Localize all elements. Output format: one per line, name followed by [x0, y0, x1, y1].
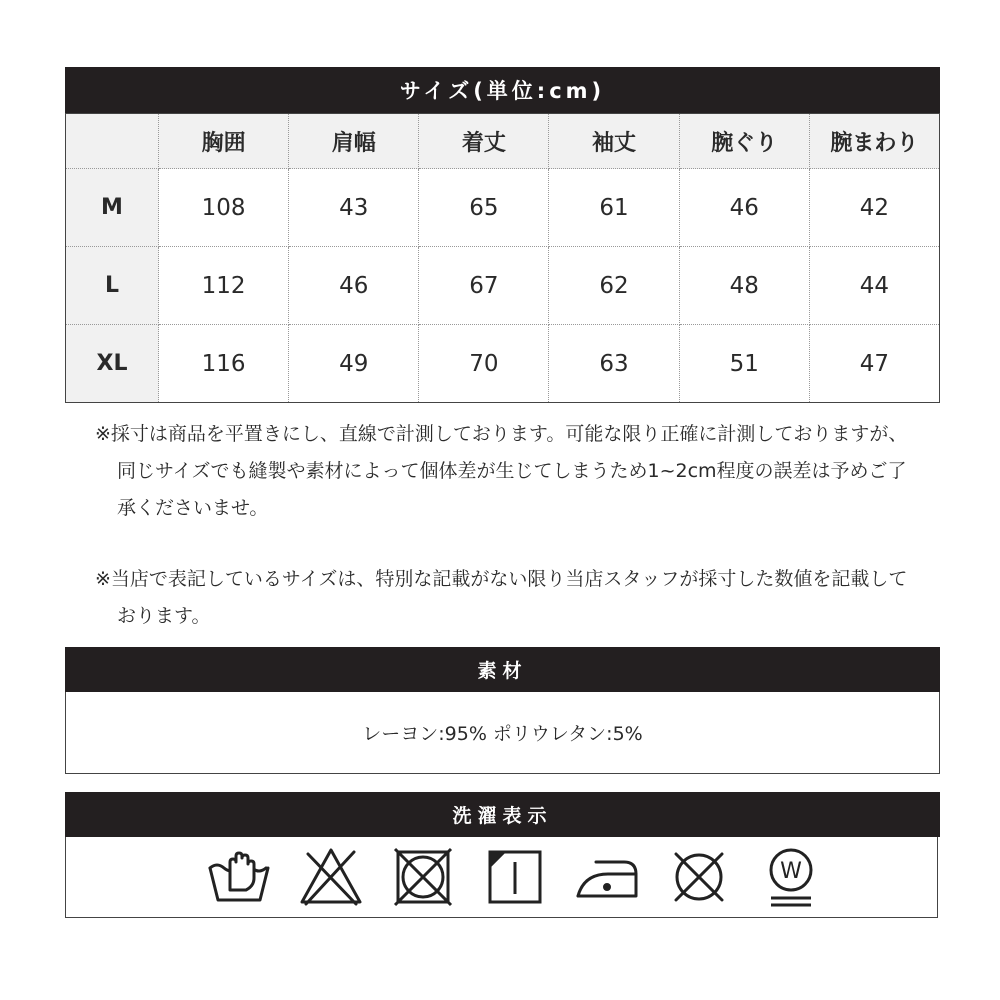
table-cell: 47 [809, 325, 939, 403]
table-cell: 112 [159, 247, 289, 325]
table-cell: 51 [679, 325, 809, 403]
wash-section-title [65, 792, 940, 837]
table-cell: 61 [549, 169, 679, 247]
table-cell: 43 [289, 169, 419, 247]
table-row [66, 169, 940, 247]
line-dry-shade-icon [482, 844, 548, 910]
table-cell: 42 [809, 169, 939, 247]
hand-wash-icon [206, 844, 272, 910]
wet-clean-letter: W [780, 859, 802, 884]
no-tumble-dry-icon [390, 844, 456, 910]
size-label: L [66, 247, 159, 325]
table-cell: 46 [289, 247, 419, 325]
table-cell: 116 [159, 325, 289, 403]
size-title-text: サイズ(単位:cm) [399, 79, 606, 103]
wet-clean-gentle-icon [758, 844, 824, 910]
measurement-note [95, 416, 925, 527]
table-cell: 44 [809, 247, 939, 325]
table-cell: 67 [419, 247, 549, 325]
table-cell: 70 [419, 325, 549, 403]
size-table [65, 113, 940, 403]
wash-symbols-box [65, 837, 938, 918]
table-cell: 65 [419, 169, 549, 247]
material-title-text: 素材 [477, 660, 528, 682]
table-row [66, 247, 940, 325]
column-header-length: 着丈 [419, 114, 549, 169]
column-header-shoulder: 肩幅 [289, 114, 419, 169]
material-text: レーヨン:95% ポリウレタン:5% [362, 723, 643, 745]
size-source-note [95, 561, 925, 635]
measurement-note-text: ※採寸は商品を平置きにし、直線で計測しております。可能な限り正確に計測しておりますが、同じサイズでも縫製や素材によって個体差が生じてしまうため1~2cm程度の誤差は予めご了承くださいませ。 [95, 423, 908, 519]
no-bleach-icon [298, 844, 364, 910]
table-cell: 46 [679, 169, 809, 247]
size-label: M [66, 169, 159, 247]
material-box [65, 692, 940, 774]
column-header-arm-circumference: 腕まわり [809, 114, 939, 169]
size-source-note-text: ※当店で表記しているサイズは、特別な記載がない限り当店スタッフが採寸した数値を記載しております。 [95, 568, 908, 627]
material-section-title [65, 647, 940, 692]
wash-title-text: 洗濯表示 [452, 805, 553, 827]
table-cell: 62 [549, 247, 679, 325]
size-table-corner [66, 114, 159, 169]
size-label: XL [66, 325, 159, 403]
size-table-header-row [66, 114, 940, 169]
no-dry-clean-icon [666, 844, 732, 910]
table-row [66, 325, 940, 403]
column-header-chest: 胸囲 [159, 114, 289, 169]
size-section-title [65, 67, 940, 113]
table-cell: 48 [679, 247, 809, 325]
table-cell: 63 [549, 325, 679, 403]
table-cell: 108 [159, 169, 289, 247]
column-header-sleeve: 袖丈 [549, 114, 679, 169]
column-header-armhole: 腕ぐり [679, 114, 809, 169]
iron-low-icon [574, 844, 640, 910]
table-cell: 49 [289, 325, 419, 403]
